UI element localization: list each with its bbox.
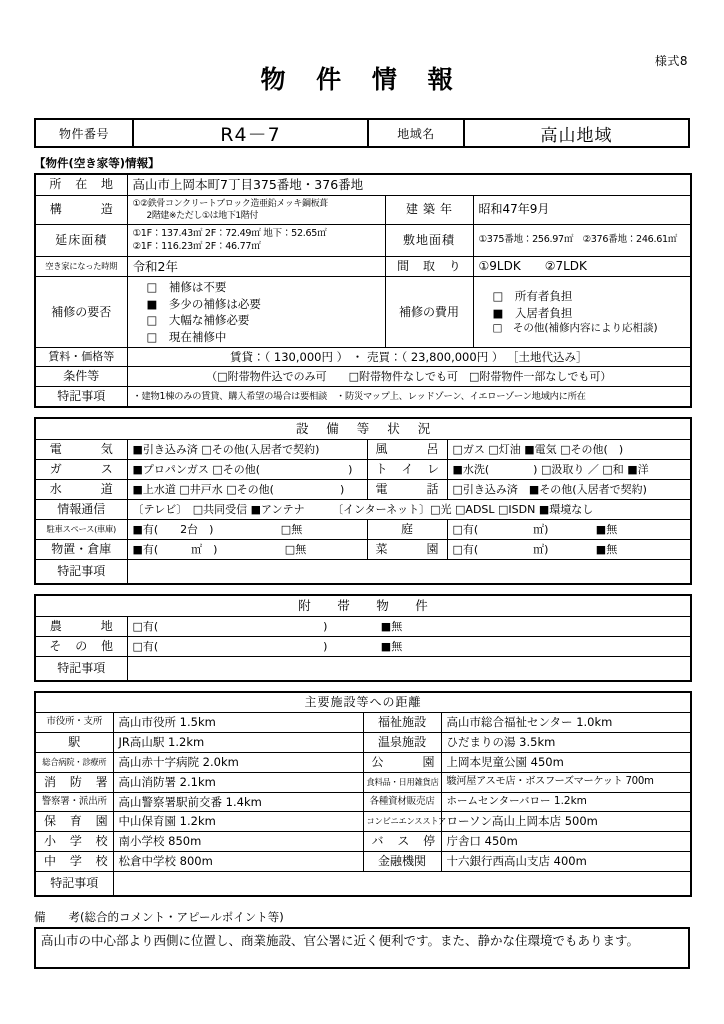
checkbox-icon[interactable]: □ [492,289,504,304]
info-communication-label: 情報通信 [35,499,127,519]
table-row-address [35,174,691,195]
equipment-section-header [35,418,691,439]
layout-value: ①9LDK ②7LDK [473,256,691,277]
table-row [35,831,691,851]
garden-label: 庭 [367,519,447,539]
repair-cost-option[interactable] [477,305,688,321]
property-id-bar [34,118,690,148]
water-value[interactable]: ■上水道 □井戸水 □その他( ) [127,479,367,499]
repair-cost-option[interactable] [477,288,688,304]
floor-area-line-2: ②1F：116.23㎡ 2F：46.77㎡ [132,241,261,253]
grocery-store-value: 駿河屋アスモ店・ボスフーズマーケット 700m [441,772,691,792]
table-row-repair [35,277,691,348]
station-value: JR高山駅 1.2km [113,732,363,752]
table-row-parking [35,519,691,539]
telephone-label: 電 話 [367,479,447,499]
distance-section-header [35,692,691,713]
repair-need-option[interactable] [131,296,382,312]
remarks-label: 備 考(総合的コメント・アピールポイント等) [34,909,284,924]
table-row-floor-area [35,224,691,256]
kitchen-garden-value-cell [447,539,691,559]
gas-label: ガ ス [35,459,127,479]
table-row-electricity [35,439,691,459]
property-number-label: 物件番号 [36,120,134,146]
equipment-notes-label: 特記事項 [35,559,127,584]
storage-value[interactable]: ■有( ㎡ ) [132,543,218,556]
build-year-value: 昭和47年9月 [473,195,691,224]
bus-stop-label: バ ス 停 [363,831,441,851]
storage-value-cell [127,539,367,559]
other-attached-value-cell [127,636,691,656]
property-number-value: R4－7 [134,120,369,146]
table-row [35,792,691,811]
farmland-label: 農 地 [35,616,127,636]
telephone-value[interactable]: □引き込み済 ■その他(入居者で契約) [447,479,691,499]
distance-notes-label: 特記事項 [35,871,113,896]
form-code: 様式8 [654,54,688,68]
repair-cost-option-label: 入居者負担 [514,305,573,320]
table-row-terms [35,367,691,387]
building-materials-store-value: ホームセンターバロー 1.2km [441,792,691,811]
bus-stop-value: 庁舎口 450m [441,831,691,851]
site-area-label: 敷地面積 [385,224,473,256]
garden-value[interactable]: □有( ㎡) [452,523,549,536]
repair-need-option[interactable] [131,312,382,328]
convenience-store-label: コンビニエンスストア [363,811,441,831]
price-label: 賃料・価格等 [35,347,127,366]
toilet-label: ト イ レ [367,459,447,479]
build-year-label: 建築年 [385,195,473,224]
junior-high-school-label: 中 学 校 [35,851,113,871]
property-info-table [34,173,692,408]
repair-cost-option-label: その他(補修内容により応相談) [512,321,658,334]
police-station-value: 高山警察署駅前交番 1.4km [113,792,363,811]
equipment-table [34,417,692,585]
table-row [35,732,691,752]
repair-cost-option[interactable] [477,321,688,336]
repair-cost-option-label: 所有者負担 [514,289,573,304]
checkbox-icon[interactable]: □ [146,313,158,328]
garden-none-option[interactable]: ■無 [595,523,618,536]
table-row [35,752,691,772]
page-title: 物 件 情 報 [260,65,464,94]
hot-spring-value: ひだまりの湯 3.5km [441,732,691,752]
attached-property-table [34,594,692,682]
address-value: 高山市上岡本町7丁目375番地・376番地 [127,174,691,195]
attached-notes-label: 特記事項 [35,656,127,681]
repair-need-option-label: 多少の補修は必要 [168,296,261,311]
repair-need-option-label: 現在補修中 [168,329,227,344]
parking-value-cell [127,519,367,539]
toilet-value[interactable]: ■水洗( ) □汲取り ／ □和 ■洋 [447,459,691,479]
table-row-storage [35,539,691,559]
repair-need-option-label: 補修は不要 [168,280,227,295]
building-materials-store-label: 各種資材販売店 [363,792,441,811]
area-name-label: 地域名 [369,120,465,146]
parking-label: 駐車スペース(車庫) [35,519,127,539]
welfare-facility-label: 福祉施設 [363,712,441,732]
table-row-info-communication [35,499,691,519]
park-label: 公 園 [363,752,441,772]
floor-area-value [127,224,385,256]
checkbox-icon[interactable]: □ [146,329,158,344]
garden-value-cell [447,519,691,539]
elementary-school-value: 南小学校 850m [113,831,363,851]
table-row-property-notes [35,387,691,408]
farmland-value-cell [127,616,691,636]
address-label: 所 在 地 [35,174,127,195]
electricity-value[interactable]: ■引き込み済 □その他(入居者で契約) [127,439,367,459]
repair-need-option[interactable] [131,329,382,345]
storage-none-option[interactable]: □無 [284,543,307,556]
attached-section-header [35,595,691,616]
area-name-value: 高山地域 [540,125,613,146]
terms-value: （□附帯物件込でのみ可 □附帯物件なしでも可 □附帯物件一部なしでも可） [127,367,691,387]
structure-value [127,195,385,224]
nursery-school-value: 中山保育園 1.2km [113,811,363,831]
repair-need-option[interactable] [131,279,382,295]
table-row [35,712,691,732]
distance-table [34,691,692,897]
table-row-vacancy [35,256,691,277]
storage-label: 物置・倉庫 [35,539,127,559]
remarks-value[interactable]: 高山市の中心部より西側に位置し、商業施設、官公署に近く便利です。また、静かな住環境でもあります。 [34,927,690,969]
water-label: 水 道 [35,479,127,499]
attached-section-title: 附 帯 物 件 [35,595,691,616]
table-row-price [35,347,691,366]
repair-cost-label: 補修の費用 [385,277,473,348]
other-attached-value[interactable]: □有( ) [132,639,328,653]
property-notes-value: ・建物1棟のみの賃貸、購入希望の場合は要相談 ・防災マップ上、レッドゾーン、イエローゾーン地域内に所在 [127,387,691,408]
structure-label: 構 造 [35,195,127,224]
parking-none-option[interactable]: □無 [280,523,303,536]
police-station-label: 警察署・派出所 [35,792,113,811]
financial-institution-value: 十六銀行西高山支店 400m [441,851,691,871]
table-row-equipment-notes [35,559,691,584]
bath-label: 風 呂 [367,439,447,459]
table-row-gas [35,459,691,479]
floor-area-line-1: ①1F：137.43㎡ 2F：72.49㎡ 地下：52.65㎡ [132,227,327,239]
kitchen-garden-value[interactable]: □有( ㎡) [452,543,549,556]
welfare-facility-value: 高山市総合福祉センター 1.0km [441,712,691,732]
repair-cost-options [473,277,691,348]
terms-label: 条件等 [35,367,127,387]
table-row-structure [35,195,691,224]
hot-spring-label: 温泉施設 [363,732,441,752]
vacancy-date-label: 空き家になった時期 [35,256,127,277]
checkbox-checked-icon[interactable]: ■ [492,305,504,320]
other-attached-none-option[interactable]: ■無 [380,639,403,653]
nursery-school-label: 保 育 園 [35,811,113,831]
checkbox-checked-icon[interactable]: ■ [146,296,158,311]
kitchen-garden-none-option[interactable]: ■無 [595,543,618,556]
elementary-school-label: 小 学 校 [35,831,113,851]
park-value: 上岡本児童公園 450m [441,752,691,772]
table-row-attached-notes [35,656,691,681]
farmland-value[interactable]: □有( ) [132,619,328,633]
structure-line-2: 2階建※ただし①は地下1階付 [146,210,258,221]
price-value: 賃貸：（ 130,000円 ） ・ 売買：（ 23,800,000円 ） ［土地代込み］ [127,347,691,366]
table-row-distance-notes [35,871,691,896]
structure-line-1: ①②鉄骨コンクリートブロック造亜鉛メッキ鋼板葺 [132,198,328,209]
repair-need-label: 補修の要否 [35,277,127,348]
table-row-farmland [35,616,691,636]
station-label: 駅 [35,732,113,752]
fire-station-label: 消 防 署 [35,772,113,792]
property-notes-label: 特記事項 [35,387,127,408]
floor-area-label: 延床面積 [35,224,127,256]
table-row [35,811,691,831]
grocery-store-label: 食料品・日用雑貨店 [363,772,441,792]
hospital-value: 高山赤十字病院 2.0km [113,752,363,772]
attached-notes-value[interactable] [127,656,691,681]
city-hall-label: 市役所・支所 [35,712,113,732]
table-row-water [35,479,691,499]
fire-station-value: 高山消防署 2.1km [113,772,363,792]
city-hall-value: 高山市役所 1.5km [113,712,363,732]
repair-need-options [127,277,385,348]
table-row [35,851,691,871]
layout-label: 間 取 り [385,256,473,277]
hospital-label: 総合病院・診療所 [35,752,113,772]
property-section-caption: 【物件(空き家等)情報】 [34,156,160,170]
distance-notes-value[interactable] [113,871,691,896]
distance-section-title: 主要施設等への距離 [35,692,691,713]
parking-value[interactable]: ■有( 2台 ) [132,523,214,536]
vacancy-date-value: 令和2年 [127,256,385,277]
table-row [35,772,691,792]
repair-need-option-label: 大幅な補修必要 [168,313,250,328]
gas-value[interactable]: ■プロパンガス □その他( ) [127,459,367,479]
checkbox-icon[interactable]: □ [492,321,503,334]
checkbox-icon[interactable]: □ [146,280,158,295]
info-communication-value[interactable]: 〔テレビ〕 □共同受信 ■アンテナ 〔インターネット〕□光 □ADSL □ISDN ■環境なし [127,499,691,519]
bath-value[interactable]: □ガス □灯油 ■電気 □その他( ) [447,439,691,459]
financial-institution-label: 金融機関 [363,851,441,871]
table-row-other-attached [35,636,691,656]
other-attached-label: そ の 他 [35,636,127,656]
convenience-store-value: ローソン高山上岡本店 500m [441,811,691,831]
equipment-notes-value[interactable] [127,559,691,584]
site-area-value: ①375番地：256.97㎡ ②376番地：246.61㎡ [473,224,691,256]
electricity-label: 電 気 [35,439,127,459]
junior-high-school-value: 松倉中学校 800m [113,851,363,871]
farmland-none-option[interactable]: ■無 [380,619,403,633]
equipment-section-title: 設 備 等 状 況 [35,418,691,439]
kitchen-garden-label: 菜 園 [367,539,447,559]
